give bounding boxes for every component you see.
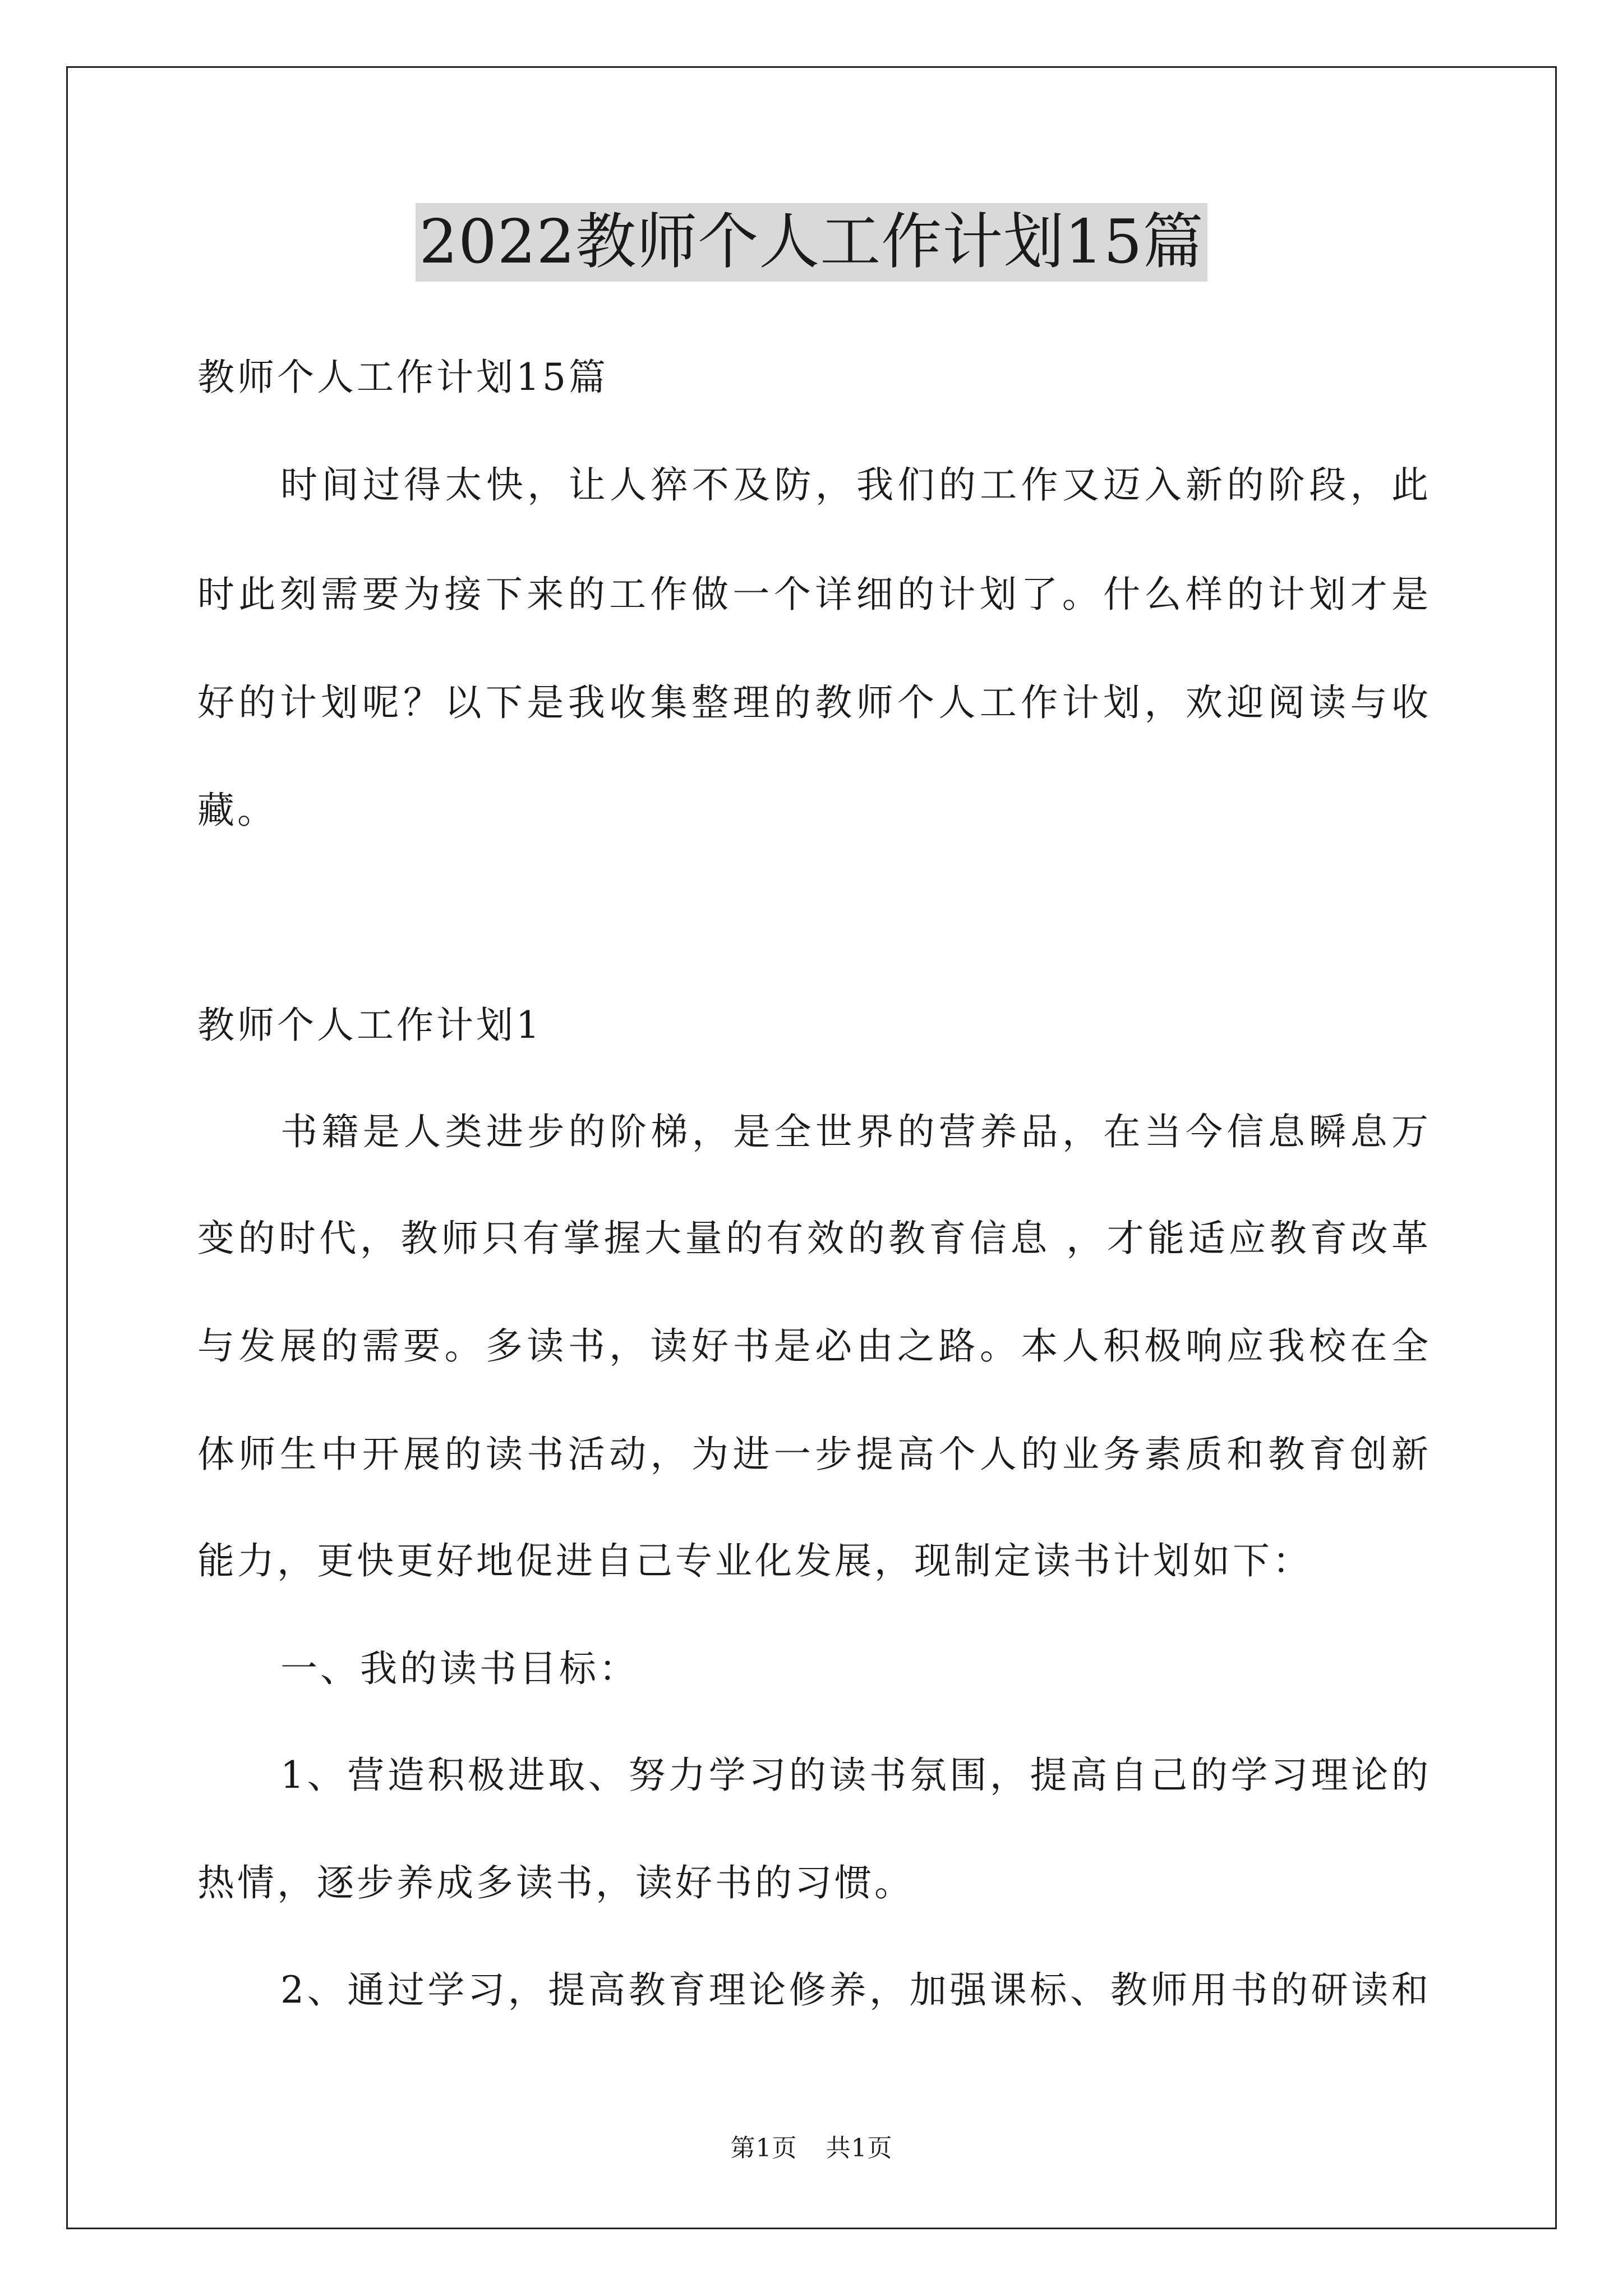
list-item-line: 1、营造积极进取、努力学习的读书氛围，提高自己的学习理论的 bbox=[280, 1754, 1431, 1797]
list-item-line: 2、通过学习，提高教育理论修养，加强课标、教师用书的研读和 bbox=[280, 1968, 1431, 2012]
page-number-total: 共1页 bbox=[826, 2134, 893, 2162]
paragraph-line: 变的时代，教师只有掌握大量的有效的教育信息 ，才能适应教育改革 bbox=[197, 1217, 1431, 1260]
section-heading: 教师个人工作计划1 bbox=[197, 1004, 542, 1047]
paragraph-line: 书籍是人类进步的阶梯，是全世界的营养品，在当今信息瞬息万 bbox=[280, 1110, 1431, 1153]
paragraph-line: 好的计划呢？以下是我收集整理的教师个人工作计划，欢迎阅读与收 bbox=[197, 681, 1431, 724]
paragraph-line: 能力，更快更好地促进自己专业化发展，现制定读书计划如下： bbox=[197, 1539, 1312, 1582]
list-heading: 一、我的读书目标： bbox=[280, 1647, 639, 1690]
paragraph-line: 与发展的需要。多读书，读好书是必由之路。本人积极响应我校在全 bbox=[197, 1324, 1431, 1368]
list-item-line: 热情，逐步养成多读书，读好书的习惯。 bbox=[197, 1861, 914, 1904]
page-number-current: 第1页 bbox=[730, 2134, 797, 2162]
document-title: 2022教师个人工作计划15篇 bbox=[416, 203, 1207, 282]
title-container bbox=[0, 203, 1623, 282]
paragraph-line: 体师生中开展的读书活动，为进一步提高个人的业务素质和教育创新 bbox=[197, 1433, 1431, 1476]
paragraph-line: 时间过得太快，让人猝不及防，我们的工作又迈入新的阶段，此 bbox=[280, 463, 1431, 507]
paragraph-line: 藏。 bbox=[197, 789, 277, 832]
subtitle-line: 教师个人工作计划15篇 bbox=[197, 356, 608, 399]
paragraph-line: 时此刻需要为接下来的工作做一个详细的计划了。什么样的计划才是 bbox=[197, 573, 1431, 616]
page-footer bbox=[0, 2132, 1623, 2165]
